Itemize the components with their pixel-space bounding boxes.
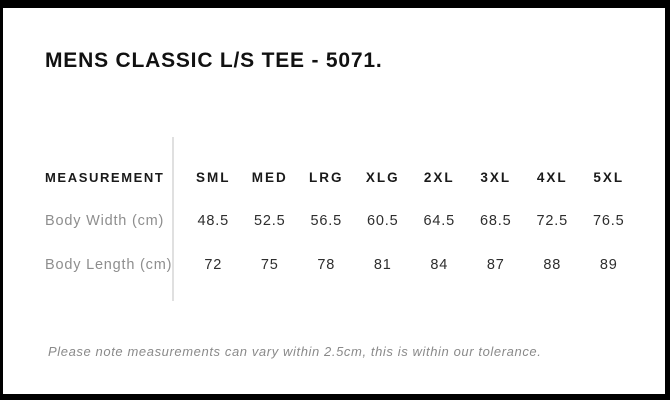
size-header-cell: MED xyxy=(251,169,288,185)
measurement-value: 75 xyxy=(260,257,279,273)
measurement-value: 89 xyxy=(599,257,618,273)
product-title: MENS CLASSIC L/S TEE - 5071. xyxy=(45,49,383,72)
measurement-value: 81 xyxy=(373,257,392,273)
measurement-row xyxy=(45,199,637,243)
measurement-value: 60.5 xyxy=(367,213,399,229)
measurement-value: 68.5 xyxy=(480,213,512,229)
measurement-value: 48.5 xyxy=(197,213,229,229)
measurement-value: 84 xyxy=(430,257,449,273)
size-chart-header-row xyxy=(45,155,637,199)
size-header-cell: 2XL xyxy=(423,169,455,185)
size-header-cell: 5XL xyxy=(593,169,625,185)
measurement-value: 78 xyxy=(317,257,336,273)
size-header-cell: 3XL xyxy=(480,169,512,185)
measurement-value: 52.5 xyxy=(254,213,286,229)
measurement-value: 56.5 xyxy=(310,213,342,229)
measurement-row xyxy=(45,243,637,287)
size-header-cell: 4XL xyxy=(536,169,568,185)
tolerance-note: Please note measurements can vary within 2.5cm, this is within our tolerance. xyxy=(48,344,542,359)
measurement-header-label: MEASUREMENT xyxy=(45,169,165,185)
size-chart-table xyxy=(45,155,637,287)
size-header-cell: XLG xyxy=(365,169,400,185)
measurement-value: 64.5 xyxy=(423,213,455,229)
measurement-value: 76.5 xyxy=(593,213,625,229)
size-header-cell: SML xyxy=(196,169,231,185)
measurement-value: 72.5 xyxy=(536,213,568,229)
measurement-row-label: Body Length (cm) xyxy=(45,257,173,273)
size-header-cell: LRG xyxy=(309,169,344,185)
measurement-value: 88 xyxy=(543,257,562,273)
measurement-value: 72 xyxy=(204,257,223,273)
measurement-row-label: Body Width (cm) xyxy=(45,213,165,229)
measurement-value: 87 xyxy=(486,257,505,273)
size-chart-panel xyxy=(3,8,665,394)
